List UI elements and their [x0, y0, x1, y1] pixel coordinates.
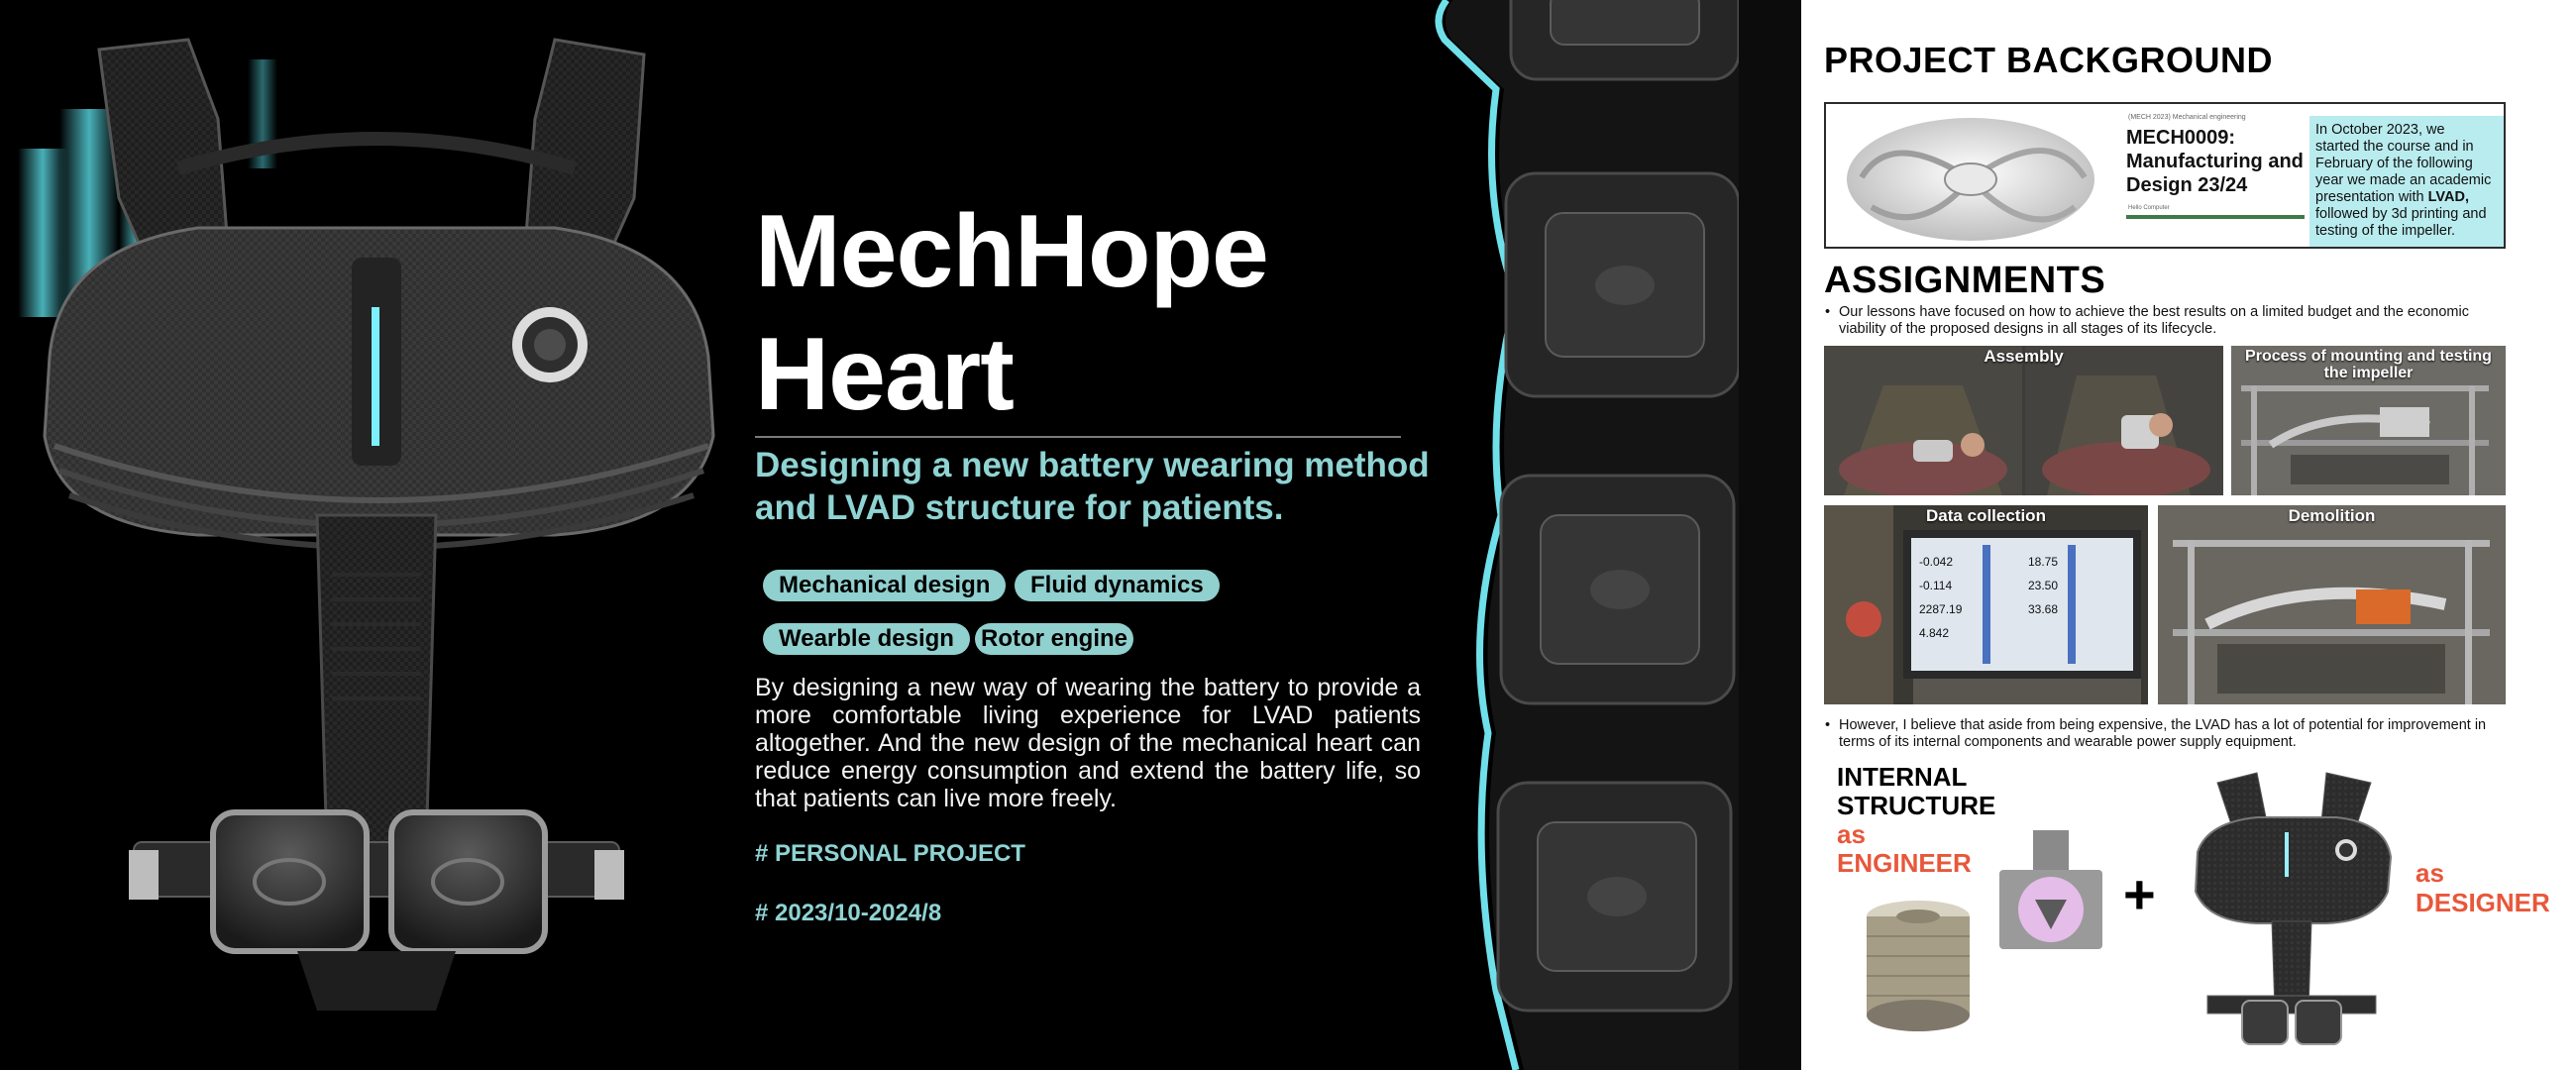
title-line-2: Heart	[755, 317, 1014, 432]
course-accent-bar	[2126, 215, 2305, 219]
data-collection-scene	[1824, 505, 2148, 704]
reading-left-2: -0.114	[1919, 579, 1953, 592]
assignments-bullet-2: • However, I believe that aside from being expensive, the LVAD has a lot of potential for improvement in terms of its internal components and wearable power supply equipment.	[1825, 717, 2509, 751]
demolition-scene	[2158, 505, 2506, 704]
photo-assembly-caption: Assembly	[1984, 347, 2064, 366]
reading-left-1: -0.042	[1919, 555, 1954, 569]
photo-data-caption: Data collection	[1926, 506, 2046, 525]
lvad-battery-vest-render	[0, 0, 753, 1070]
internal-structure-label	[1837, 763, 1995, 878]
project-date-label: # 2023/10-2024/8	[755, 900, 942, 926]
engineer-line-2: ENGINEER	[1837, 848, 1972, 878]
designer-label	[2415, 858, 2550, 917]
project-poster	[1801, 0, 2576, 1070]
reading-left-4: 4.842	[1919, 626, 1950, 640]
bg-line-5	[2315, 189, 2498, 206]
designer-line-1: as	[2415, 858, 2444, 888]
photo-assembly	[1824, 346, 2223, 495]
impeller-image	[1832, 108, 2109, 247]
mounting-caption-line-1: Process of mounting and testing	[2245, 348, 2492, 365]
designer-line-2: DESIGNER	[2415, 888, 2550, 917]
lvad-pump-model	[1991, 830, 2110, 954]
battery-pack-left	[213, 812, 367, 951]
bg-emphasis-lvad: LVAD,	[2427, 189, 2470, 205]
tag-fluid-dynamics: Fluid dynamics	[1015, 570, 1220, 601]
project-background-card	[1824, 102, 2506, 249]
tag-wearable-design: Wearble design	[763, 623, 970, 655]
course-tag: Hello Computer	[2128, 205, 2170, 211]
project-description: By designing a new way of wearing the battery to provide a more comfortable living experience for LVAD patients altogether. And the new design of the mechanical heart can reduce energy consumption and extend the battery life, so that patients can live more freely.	[755, 674, 1421, 812]
engineer-line-1: as	[1837, 819, 1866, 849]
photo-demolition	[2158, 505, 2506, 704]
project-type-label: # PERSONAL PROJECT	[755, 840, 1025, 867]
course-code: MECH0009:	[2126, 127, 2236, 149]
photo-demolition-caption: Demolition	[2288, 506, 2376, 525]
decorative-battery-chain	[1427, 0, 1803, 1070]
photo-data-collection	[1824, 505, 2148, 704]
reading-right-3: 33.68	[2028, 602, 2059, 616]
reading-left-3: 2287.19	[1919, 602, 1963, 616]
bg-line-1: In October 2023, we	[2315, 122, 2445, 138]
assignments-heading: ASSIGNMENTS	[1824, 260, 2106, 301]
course-title	[2126, 126, 2304, 197]
reading-right-2: 23.50	[2028, 579, 2059, 592]
background-text-panel	[2309, 116, 2504, 249]
course-name-line-2: Design 23/24	[2126, 174, 2248, 196]
title-divider	[755, 436, 1401, 438]
hero-text-block	[753, 0, 1437, 1070]
project-background-heading: PROJECT BACKGROUND	[1824, 40, 2274, 80]
mounting-caption-line-2: the impeller	[2323, 365, 2414, 381]
bg-line-5-text: presentation with	[2315, 189, 2424, 205]
cyan-status-light	[372, 307, 379, 446]
photo-mounting-testing	[2231, 346, 2506, 495]
assembly-scene	[1824, 346, 2223, 495]
plus-sign: +	[2123, 863, 2156, 925]
course-name-line-1: Manufacturing and	[2126, 151, 2304, 172]
project-subtitle: Designing a new battery wearing method and LVAD structure for patients.	[755, 446, 1430, 527]
course-caption: (MECH 2023) Mechanical engineering	[2128, 114, 2246, 121]
tag-rotor-engine: Rotor engine	[975, 623, 1133, 655]
assignments-bullet-1: • Our lessons have focused on how to achieve the best results on a limited budget and the economic viability of the proposed designs in all stages of its lifecycle.	[1825, 304, 2509, 338]
bg-line-3: February of the following	[2315, 156, 2473, 171]
project-title	[755, 190, 1268, 436]
tag-mechanical-design: Mechanical design	[763, 570, 1006, 601]
bg-line-2: started the course and in	[2315, 139, 2474, 155]
bg-line-4: year we made an academic	[2315, 172, 2492, 188]
photo-mounting-caption	[2231, 348, 2506, 381]
screen-readings-left	[1919, 550, 1962, 645]
title-line-1: MechHope	[755, 194, 1268, 309]
screen-readings-right	[2028, 550, 2058, 621]
battery-pack-right	[391, 812, 545, 951]
internal-line-1: INTERNAL	[1837, 762, 1968, 792]
center-spine	[317, 515, 436, 852]
rotor-cylinder-model	[1849, 897, 1987, 1035]
vest-wearable-model	[2178, 763, 2406, 1050]
control-knob	[512, 307, 588, 382]
reading-right-1: 18.75	[2028, 555, 2059, 569]
internal-line-2: STRUCTURE	[1837, 791, 1996, 820]
bg-line-7: testing of the impeller.	[2315, 223, 2456, 239]
bg-line-6: followed by 3d printing and	[2315, 206, 2487, 222]
